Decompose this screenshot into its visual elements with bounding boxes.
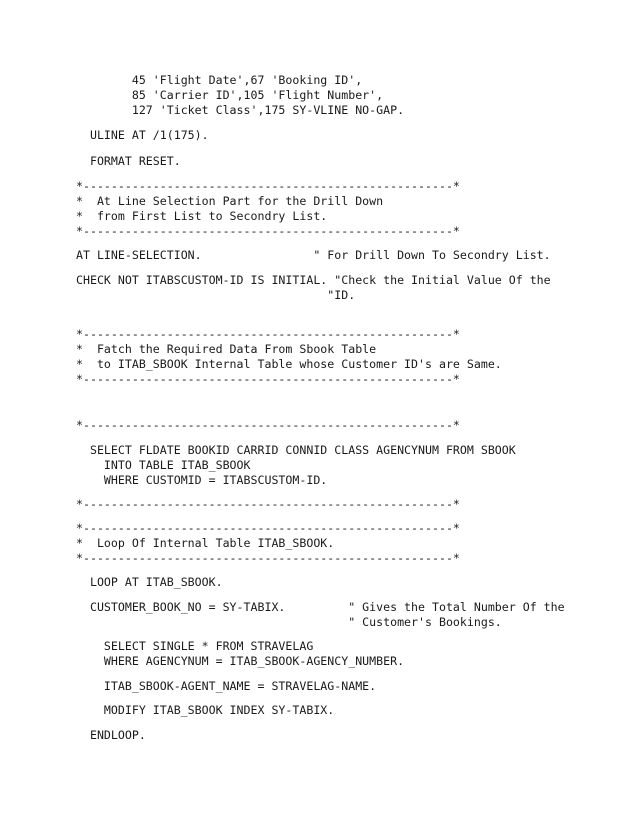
comment-line: * Fatch the Required Data From Sbook Table [76,342,377,356]
comment-line: * from First List to Secondry List. [76,209,328,223]
comment-divider: *-----------------------------------------------------* [76,179,460,193]
code-line: WHERE CUSTOMID = ITABSCUSTOM-ID. [76,473,328,487]
code-line: AT LINE-SELECTION. " For Drill Down To Secondry List. [76,248,551,262]
comment-line: * to ITAB_SBOOK Internal Table whose Customer ID's are Same. [76,357,502,371]
comment-line: * At Line Selection Part for the Drill Down [76,194,384,208]
comment-divider: *-----------------------------------------------------* [76,497,460,511]
comment-divider: *-----------------------------------------------------* [76,372,460,386]
code-line: LOOP AT ITAB_SBOOK. [76,575,223,589]
code-line: 45 'Flight Date',67 'Booking ID', [76,73,363,87]
comment-divider: *-----------------------------------------------------* [76,551,460,565]
code-line: ULINE AT /1(175). [76,128,209,142]
code-line: INTO TABLE ITAB_SBOOK [76,458,251,472]
code-line: WHERE AGENCYNUM = ITAB_SBOOK-AGENCY_NUMBER. [76,654,405,668]
code-line: 127 'Ticket Class',175 SY-VLINE NO-GAP. [76,103,405,117]
comment-divider: *-----------------------------------------------------* [76,418,460,432]
comment-divider: *-----------------------------------------------------* [76,224,460,238]
code-line: CHECK NOT ITABSCUSTOM-ID IS INITIAL. "Check the Initial Value Of the [76,273,551,287]
code-line: 85 'Carrier ID',105 'Flight Number', [76,88,384,102]
code-line: SELECT SINGLE * FROM STRAVELAG [76,639,314,653]
code-line: MODIFY ITAB_SBOOK INDEX SY-TABIX. [76,703,335,717]
code-line: FORMAT RESET. [76,154,181,168]
code-line: SELECT FLDATE BOOKID CARRID CONNID CLASS AGENCYNUM FROM SBOOK [76,443,516,457]
code-line: ENDLOOP. [76,728,146,742]
code-line: "ID. [76,288,356,302]
comment-divider: *-----------------------------------------------------* [76,327,460,341]
comment-divider: *-----------------------------------------------------* [76,521,460,535]
code-line: ITAB_SBOOK-AGENT_NAME = STRAVELAG-NAME. [76,679,377,693]
comment-line: * Loop Of Internal Table ITAB_SBOOK. [76,536,335,550]
code-line: CUSTOMER_BOOK_NO = SY-TABIX. " Gives the Total Number Of the [76,600,565,614]
code-line: " Customer's Bookings. [76,615,502,629]
